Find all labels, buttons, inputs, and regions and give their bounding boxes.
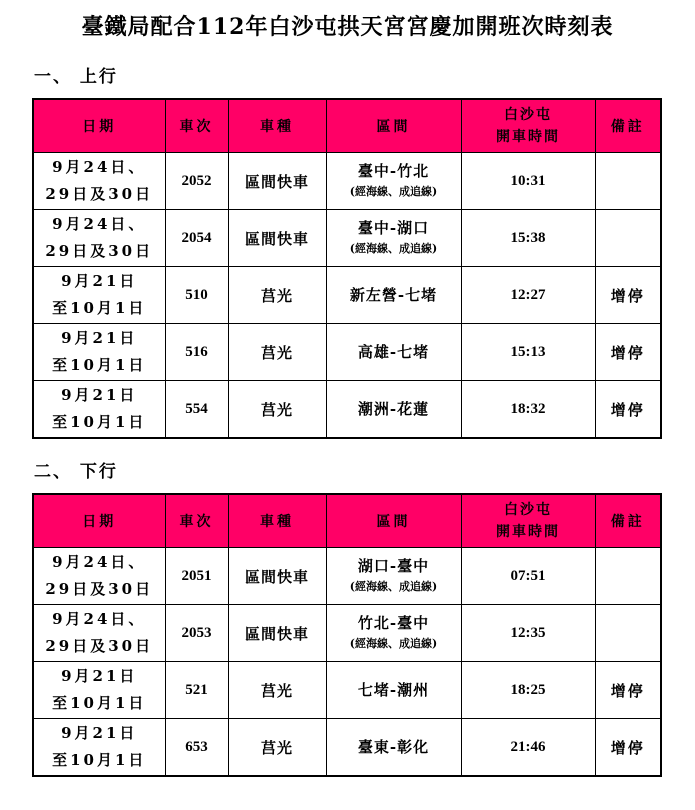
- col-header-departure-line1: 白沙屯: [504, 107, 552, 123]
- cell-train-type: 莒光: [228, 719, 326, 777]
- cell-section: [326, 324, 461, 381]
- cell-train-type: 莒光: [228, 267, 326, 324]
- route-name: 竹北-臺中: [357, 614, 430, 632]
- cell-departure-time: 07:51: [461, 548, 595, 605]
- cell-remark: [595, 605, 661, 662]
- table-row: [33, 605, 661, 662]
- date-line2: 至10月1日: [52, 413, 147, 431]
- col-header-date: 日期: [33, 494, 165, 548]
- route-name: 湖口-臺中: [357, 557, 430, 575]
- cell-remark: 增停: [595, 267, 661, 324]
- cell-section: [326, 267, 461, 324]
- date-line2: 29日及30日: [45, 637, 154, 655]
- date-line1: 9月21日: [61, 386, 138, 404]
- table-row: [33, 381, 661, 439]
- cell-train-no: 2052: [165, 153, 228, 210]
- route-via: (經海線、成追線): [349, 185, 438, 198]
- cell-train-no: 653: [165, 719, 228, 777]
- cell-departure-time: 15:13: [461, 324, 595, 381]
- table-row: [33, 267, 661, 324]
- cell-train-no: 2054: [165, 210, 228, 267]
- timetable-down: [32, 493, 662, 777]
- col-header-section: 區間: [326, 99, 461, 153]
- cell-date: [33, 153, 165, 210]
- table-row: [33, 153, 661, 210]
- col-header-remark: 備註: [595, 99, 661, 153]
- route-name: 潮洲-花蓮: [357, 400, 430, 418]
- cell-section: [326, 153, 461, 210]
- date-line2: 29日及30日: [45, 185, 154, 203]
- section-heading-down: 二、 下行: [34, 462, 118, 482]
- cell-date: [33, 210, 165, 267]
- cell-departure-time: 15:38: [461, 210, 595, 267]
- route-via: (經海線、成追線): [349, 242, 438, 255]
- date-line1: 9月24日、: [52, 215, 147, 233]
- col-header-departure-line1: 白沙屯: [504, 502, 552, 518]
- cell-section: [326, 662, 461, 719]
- cell-train-no: 516: [165, 324, 228, 381]
- cell-date: [33, 267, 165, 324]
- date-line1: 9月24日、: [52, 158, 147, 176]
- cell-section: [326, 548, 461, 605]
- date-line1: 9月24日、: [52, 610, 147, 628]
- col-header-train-no: 車次: [165, 99, 228, 153]
- date-line1: 9月24日、: [52, 553, 147, 571]
- date-line1: 9月21日: [61, 667, 138, 685]
- cell-date: [33, 605, 165, 662]
- cell-date: [33, 381, 165, 439]
- cell-remark: [595, 210, 661, 267]
- table-row: [33, 719, 661, 777]
- table-row: [33, 548, 661, 605]
- cell-departure-time: 12:27: [461, 267, 595, 324]
- col-header-departure-line2: 開車時間: [496, 129, 560, 145]
- cell-train-type: 區間快車: [228, 605, 326, 662]
- cell-section: [326, 210, 461, 267]
- date-line2: 29日及30日: [45, 242, 154, 260]
- col-header-departure: [461, 99, 595, 153]
- route-name: 新左營-七堵: [349, 286, 438, 304]
- section-heading-up: 一、 上行: [34, 67, 118, 87]
- date-line1: 9月21日: [61, 329, 138, 347]
- route-via: (經海線、成追線): [349, 637, 438, 650]
- date-line2: 至10月1日: [52, 694, 147, 712]
- cell-date: [33, 324, 165, 381]
- col-header-train-type: 車種: [228, 494, 326, 548]
- col-header-section: 區間: [326, 494, 461, 548]
- table-row: [33, 662, 661, 719]
- col-header-date: 日期: [33, 99, 165, 153]
- table-header-row: [33, 99, 661, 153]
- cell-remark: [595, 548, 661, 605]
- cell-remark: [595, 153, 661, 210]
- date-line1: 9月21日: [61, 272, 138, 290]
- cell-train-type: 區間快車: [228, 210, 326, 267]
- cell-departure-time: 21:46: [461, 719, 595, 777]
- col-header-train-type: 車種: [228, 99, 326, 153]
- cell-train-no: 2051: [165, 548, 228, 605]
- date-line2: 29日及30日: [45, 580, 154, 598]
- cell-train-type: 區間快車: [228, 548, 326, 605]
- cell-departure-time: 12:35: [461, 605, 595, 662]
- route-name: 臺中-湖口: [357, 219, 430, 237]
- cell-train-type: 莒光: [228, 324, 326, 381]
- cell-train-type: 區間快車: [228, 153, 326, 210]
- col-header-remark: 備註: [595, 494, 661, 548]
- route-via: (經海線、成追線): [349, 580, 438, 593]
- cell-remark: 增停: [595, 324, 661, 381]
- cell-train-no: 510: [165, 267, 228, 324]
- cell-remark: 增停: [595, 381, 661, 439]
- cell-date: [33, 662, 165, 719]
- cell-section: [326, 381, 461, 439]
- table-row: [33, 324, 661, 381]
- cell-date: [33, 548, 165, 605]
- col-header-departure-line2: 開車時間: [496, 524, 560, 540]
- cell-train-no: 521: [165, 662, 228, 719]
- cell-remark: 增停: [595, 719, 661, 777]
- cell-section: [326, 719, 461, 777]
- col-header-train-no: 車次: [165, 494, 228, 548]
- route-name: 高雄-七堵: [357, 343, 430, 361]
- date-line2: 至10月1日: [52, 751, 147, 769]
- date-line1: 9月21日: [61, 724, 138, 742]
- route-name: 臺東-彰化: [357, 738, 430, 756]
- cell-section: [326, 605, 461, 662]
- cell-remark: 增停: [595, 662, 661, 719]
- col-header-departure: [461, 494, 595, 548]
- page-title: 臺鐵局配合112年白沙屯拱天宮宮慶加開班次時刻表: [81, 14, 614, 40]
- cell-train-no: 554: [165, 381, 228, 439]
- date-line2: 至10月1日: [52, 356, 147, 374]
- table-body-up: [33, 153, 661, 439]
- table-header-row: [33, 494, 661, 548]
- route-name: 臺中-竹北: [357, 162, 430, 180]
- cell-departure-time: 10:31: [461, 153, 595, 210]
- cell-departure-time: 18:32: [461, 381, 595, 439]
- table-body-down: [33, 548, 661, 777]
- cell-train-no: 2053: [165, 605, 228, 662]
- route-name: 七堵-潮州: [357, 681, 430, 699]
- timetable-up: [32, 98, 662, 439]
- cell-train-type: 莒光: [228, 662, 326, 719]
- cell-train-type: 莒光: [228, 381, 326, 439]
- date-line2: 至10月1日: [52, 299, 147, 317]
- table-row: [33, 210, 661, 267]
- cell-departure-time: 18:25: [461, 662, 595, 719]
- cell-date: [33, 719, 165, 777]
